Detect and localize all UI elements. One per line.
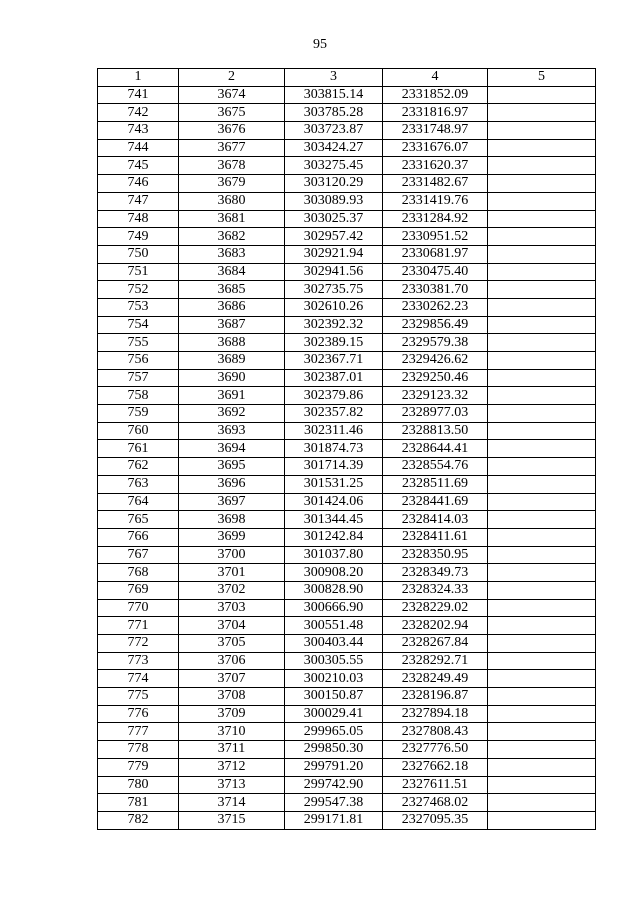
table-row	[98, 263, 596, 281]
point-number-cell: 3675	[179, 104, 285, 122]
y-coordinate-cell: 2331748.97	[383, 122, 488, 140]
y-coordinate-cell: 2328249.49	[383, 670, 488, 688]
y-coordinate-cell: 2331620.37	[383, 157, 488, 175]
x-coordinate-cell: 301242.84	[285, 528, 383, 546]
table-row	[98, 617, 596, 635]
row-number-cell: 777	[98, 723, 179, 741]
row-number-cell: 780	[98, 776, 179, 794]
note-cell	[488, 776, 596, 794]
row-number-cell: 769	[98, 581, 179, 599]
x-coordinate-cell: 302387.01	[285, 369, 383, 387]
row-number-cell: 773	[98, 652, 179, 670]
row-number-cell: 764	[98, 493, 179, 511]
point-number-cell: 3695	[179, 458, 285, 476]
x-coordinate-cell: 302957.42	[285, 228, 383, 246]
y-coordinate-cell: 2328511.69	[383, 475, 488, 493]
point-number-cell: 3694	[179, 440, 285, 458]
row-number-cell: 746	[98, 175, 179, 193]
note-cell	[488, 157, 596, 175]
table-row	[98, 316, 596, 334]
row-number-cell: 781	[98, 794, 179, 812]
table-row	[98, 405, 596, 423]
y-coordinate-cell: 2327468.02	[383, 794, 488, 812]
y-coordinate-cell: 2329123.32	[383, 387, 488, 405]
note-cell	[488, 175, 596, 193]
table-row	[98, 758, 596, 776]
table-row	[98, 475, 596, 493]
table-body	[98, 86, 596, 829]
note-cell	[488, 511, 596, 529]
column-header-2: 2	[179, 69, 285, 87]
table-row	[98, 245, 596, 263]
y-coordinate-cell: 2327808.43	[383, 723, 488, 741]
x-coordinate-cell: 300150.87	[285, 688, 383, 706]
table-row	[98, 599, 596, 617]
note-cell	[488, 298, 596, 316]
x-coordinate-cell: 299965.05	[285, 723, 383, 741]
table-row	[98, 652, 596, 670]
y-coordinate-cell: 2329856.49	[383, 316, 488, 334]
row-number-cell: 763	[98, 475, 179, 493]
table-row	[98, 564, 596, 582]
point-number-cell: 3711	[179, 741, 285, 759]
y-coordinate-cell: 2331419.76	[383, 192, 488, 210]
point-number-cell: 3715	[179, 811, 285, 829]
x-coordinate-cell: 303785.28	[285, 104, 383, 122]
point-number-cell: 3701	[179, 564, 285, 582]
point-number-cell: 3712	[179, 758, 285, 776]
table-row	[98, 139, 596, 157]
note-cell	[488, 458, 596, 476]
row-number-cell: 774	[98, 670, 179, 688]
y-coordinate-cell: 2328324.33	[383, 581, 488, 599]
x-coordinate-cell: 300403.44	[285, 635, 383, 653]
point-number-cell: 3714	[179, 794, 285, 812]
table-row	[98, 741, 596, 759]
y-coordinate-cell: 2329250.46	[383, 369, 488, 387]
y-coordinate-cell: 2328202.94	[383, 617, 488, 635]
note-cell	[488, 581, 596, 599]
x-coordinate-cell: 300908.20	[285, 564, 383, 582]
y-coordinate-cell: 2327894.18	[383, 705, 488, 723]
x-coordinate-cell: 303275.45	[285, 157, 383, 175]
point-number-cell: 3685	[179, 281, 285, 299]
x-coordinate-cell: 302379.86	[285, 387, 383, 405]
header-row	[98, 69, 596, 87]
row-number-cell: 772	[98, 635, 179, 653]
row-number-cell: 779	[98, 758, 179, 776]
note-cell	[488, 723, 596, 741]
x-coordinate-cell: 300828.90	[285, 581, 383, 599]
point-number-cell: 3680	[179, 192, 285, 210]
note-cell	[488, 369, 596, 387]
point-number-cell: 3687	[179, 316, 285, 334]
x-coordinate-cell: 302311.46	[285, 422, 383, 440]
point-number-cell: 3683	[179, 245, 285, 263]
column-header-5: 5	[488, 69, 596, 87]
table-row	[98, 369, 596, 387]
point-number-cell: 3708	[179, 688, 285, 706]
note-cell	[488, 405, 596, 423]
y-coordinate-cell: 2329579.38	[383, 334, 488, 352]
y-coordinate-cell: 2328554.76	[383, 458, 488, 476]
table-row	[98, 670, 596, 688]
x-coordinate-cell: 300551.48	[285, 617, 383, 635]
x-coordinate-cell: 303120.29	[285, 175, 383, 193]
y-coordinate-cell: 2327662.18	[383, 758, 488, 776]
note-cell	[488, 104, 596, 122]
table-row	[98, 122, 596, 140]
row-number-cell: 755	[98, 334, 179, 352]
point-number-cell: 3707	[179, 670, 285, 688]
row-number-cell: 744	[98, 139, 179, 157]
y-coordinate-cell: 2328813.50	[383, 422, 488, 440]
y-coordinate-cell: 2331816.97	[383, 104, 488, 122]
point-number-cell: 3692	[179, 405, 285, 423]
x-coordinate-cell: 299742.90	[285, 776, 383, 794]
row-number-cell: 754	[98, 316, 179, 334]
x-coordinate-cell: 302357.82	[285, 405, 383, 423]
y-coordinate-cell: 2330681.97	[383, 245, 488, 263]
row-number-cell: 761	[98, 440, 179, 458]
x-coordinate-cell: 299850.30	[285, 741, 383, 759]
point-number-cell: 3696	[179, 475, 285, 493]
row-number-cell: 771	[98, 617, 179, 635]
y-coordinate-cell: 2328441.69	[383, 493, 488, 511]
note-cell	[488, 440, 596, 458]
point-number-cell: 3710	[179, 723, 285, 741]
point-number-cell: 3706	[179, 652, 285, 670]
note-cell	[488, 281, 596, 299]
row-number-cell: 775	[98, 688, 179, 706]
row-number-cell: 742	[98, 104, 179, 122]
table-row	[98, 528, 596, 546]
note-cell	[488, 192, 596, 210]
y-coordinate-cell: 2328350.95	[383, 546, 488, 564]
x-coordinate-cell: 303424.27	[285, 139, 383, 157]
table-row	[98, 298, 596, 316]
x-coordinate-cell: 302367.71	[285, 352, 383, 370]
row-number-cell: 770	[98, 599, 179, 617]
y-coordinate-cell: 2328196.87	[383, 688, 488, 706]
table-row	[98, 228, 596, 246]
table-row	[98, 794, 596, 812]
y-coordinate-cell: 2331284.92	[383, 210, 488, 228]
point-number-cell: 3686	[179, 298, 285, 316]
note-cell	[488, 228, 596, 246]
table-row	[98, 422, 596, 440]
point-number-cell: 3703	[179, 599, 285, 617]
note-cell	[488, 352, 596, 370]
point-number-cell: 3682	[179, 228, 285, 246]
row-number-cell: 758	[98, 387, 179, 405]
x-coordinate-cell: 303089.93	[285, 192, 383, 210]
table-row	[98, 688, 596, 706]
y-coordinate-cell: 2330951.52	[383, 228, 488, 246]
table-row	[98, 175, 596, 193]
point-number-cell: 3674	[179, 86, 285, 104]
note-cell	[488, 334, 596, 352]
x-coordinate-cell: 303025.37	[285, 210, 383, 228]
point-number-cell: 3678	[179, 157, 285, 175]
point-number-cell: 3688	[179, 334, 285, 352]
x-coordinate-cell: 302941.56	[285, 263, 383, 281]
note-cell	[488, 688, 596, 706]
table-row	[98, 546, 596, 564]
note-cell	[488, 635, 596, 653]
y-coordinate-cell: 2330262.23	[383, 298, 488, 316]
point-number-cell: 3700	[179, 546, 285, 564]
table-row	[98, 86, 596, 104]
x-coordinate-cell: 299171.81	[285, 811, 383, 829]
note-cell	[488, 705, 596, 723]
y-coordinate-cell: 2328229.02	[383, 599, 488, 617]
note-cell	[488, 493, 596, 511]
point-number-cell: 3676	[179, 122, 285, 140]
point-number-cell: 3702	[179, 581, 285, 599]
note-cell	[488, 263, 596, 281]
row-number-cell: 756	[98, 352, 179, 370]
row-number-cell: 752	[98, 281, 179, 299]
table-row	[98, 811, 596, 829]
point-number-cell: 3713	[179, 776, 285, 794]
x-coordinate-cell: 301344.45	[285, 511, 383, 529]
row-number-cell: 767	[98, 546, 179, 564]
y-coordinate-cell: 2327611.51	[383, 776, 488, 794]
row-number-cell: 743	[98, 122, 179, 140]
x-coordinate-cell: 301531.25	[285, 475, 383, 493]
note-cell	[488, 794, 596, 812]
row-number-cell: 765	[98, 511, 179, 529]
note-cell	[488, 139, 596, 157]
y-coordinate-cell: 2331482.67	[383, 175, 488, 193]
y-coordinate-cell: 2328349.73	[383, 564, 488, 582]
row-number-cell: 757	[98, 369, 179, 387]
y-coordinate-cell: 2331852.09	[383, 86, 488, 104]
table-row	[98, 776, 596, 794]
point-number-cell: 3698	[179, 511, 285, 529]
table-row	[98, 157, 596, 175]
note-cell	[488, 86, 596, 104]
note-cell	[488, 475, 596, 493]
table-row	[98, 723, 596, 741]
y-coordinate-cell: 2328644.41	[383, 440, 488, 458]
note-cell	[488, 528, 596, 546]
table-row	[98, 104, 596, 122]
x-coordinate-cell: 303723.87	[285, 122, 383, 140]
x-coordinate-cell: 302735.75	[285, 281, 383, 299]
note-cell	[488, 617, 596, 635]
point-number-cell: 3691	[179, 387, 285, 405]
table-row	[98, 352, 596, 370]
point-number-cell: 3697	[179, 493, 285, 511]
note-cell	[488, 122, 596, 140]
row-number-cell: 760	[98, 422, 179, 440]
table-row	[98, 705, 596, 723]
x-coordinate-cell: 303815.14	[285, 86, 383, 104]
column-header-4: 4	[383, 69, 488, 87]
y-coordinate-cell: 2330475.40	[383, 263, 488, 281]
x-coordinate-cell: 301874.73	[285, 440, 383, 458]
note-cell	[488, 670, 596, 688]
point-number-cell: 3690	[179, 369, 285, 387]
row-number-cell: 748	[98, 210, 179, 228]
table-row	[98, 281, 596, 299]
note-cell	[488, 811, 596, 829]
note-cell	[488, 758, 596, 776]
point-number-cell: 3679	[179, 175, 285, 193]
x-coordinate-cell: 301714.39	[285, 458, 383, 476]
note-cell	[488, 546, 596, 564]
x-coordinate-cell: 299547.38	[285, 794, 383, 812]
row-number-cell: 778	[98, 741, 179, 759]
table-row	[98, 192, 596, 210]
table-row	[98, 458, 596, 476]
point-number-cell: 3689	[179, 352, 285, 370]
point-number-cell: 3709	[179, 705, 285, 723]
x-coordinate-cell: 302921.94	[285, 245, 383, 263]
point-number-cell: 3704	[179, 617, 285, 635]
table-row	[98, 334, 596, 352]
note-cell	[488, 741, 596, 759]
table-row	[98, 387, 596, 405]
table-row	[98, 635, 596, 653]
point-number-cell: 3705	[179, 635, 285, 653]
x-coordinate-cell: 300305.55	[285, 652, 383, 670]
point-number-cell: 3677	[179, 139, 285, 157]
point-number-cell: 3684	[179, 263, 285, 281]
point-number-cell: 3693	[179, 422, 285, 440]
point-number-cell: 3681	[179, 210, 285, 228]
y-coordinate-cell: 2328411.61	[383, 528, 488, 546]
row-number-cell: 749	[98, 228, 179, 246]
x-coordinate-cell: 299791.20	[285, 758, 383, 776]
x-coordinate-cell: 300210.03	[285, 670, 383, 688]
row-number-cell: 776	[98, 705, 179, 723]
row-number-cell: 759	[98, 405, 179, 423]
row-number-cell: 747	[98, 192, 179, 210]
column-header-1: 1	[98, 69, 179, 87]
row-number-cell: 750	[98, 245, 179, 263]
x-coordinate-cell: 302392.32	[285, 316, 383, 334]
y-coordinate-cell: 2328414.03	[383, 511, 488, 529]
y-coordinate-cell: 2327095.35	[383, 811, 488, 829]
note-cell	[488, 245, 596, 263]
note-cell	[488, 422, 596, 440]
note-cell	[488, 210, 596, 228]
note-cell	[488, 387, 596, 405]
x-coordinate-cell: 300666.90	[285, 599, 383, 617]
table-header	[98, 69, 596, 87]
table-row	[98, 581, 596, 599]
note-cell	[488, 652, 596, 670]
page-number: 95	[313, 37, 327, 52]
note-cell	[488, 599, 596, 617]
x-coordinate-cell: 301424.06	[285, 493, 383, 511]
x-coordinate-cell: 302610.26	[285, 298, 383, 316]
column-header-3: 3	[285, 69, 383, 87]
note-cell	[488, 564, 596, 582]
row-number-cell: 768	[98, 564, 179, 582]
table-row	[98, 493, 596, 511]
y-coordinate-cell: 2328977.03	[383, 405, 488, 423]
table-row	[98, 511, 596, 529]
row-number-cell: 741	[98, 86, 179, 104]
y-coordinate-cell: 2329426.62	[383, 352, 488, 370]
row-number-cell: 766	[98, 528, 179, 546]
y-coordinate-cell: 2328267.84	[383, 635, 488, 653]
y-coordinate-cell: 2328292.71	[383, 652, 488, 670]
note-cell	[488, 316, 596, 334]
y-coordinate-cell: 2327776.50	[383, 741, 488, 759]
x-coordinate-cell: 301037.80	[285, 546, 383, 564]
coordinates-table	[97, 68, 596, 830]
row-number-cell: 762	[98, 458, 179, 476]
table-row	[98, 440, 596, 458]
row-number-cell: 751	[98, 263, 179, 281]
y-coordinate-cell: 2330381.70	[383, 281, 488, 299]
x-coordinate-cell: 302389.15	[285, 334, 383, 352]
point-number-cell: 3699	[179, 528, 285, 546]
row-number-cell: 745	[98, 157, 179, 175]
table-row	[98, 210, 596, 228]
y-coordinate-cell: 2331676.07	[383, 139, 488, 157]
x-coordinate-cell: 300029.41	[285, 705, 383, 723]
row-number-cell: 753	[98, 298, 179, 316]
row-number-cell: 782	[98, 811, 179, 829]
